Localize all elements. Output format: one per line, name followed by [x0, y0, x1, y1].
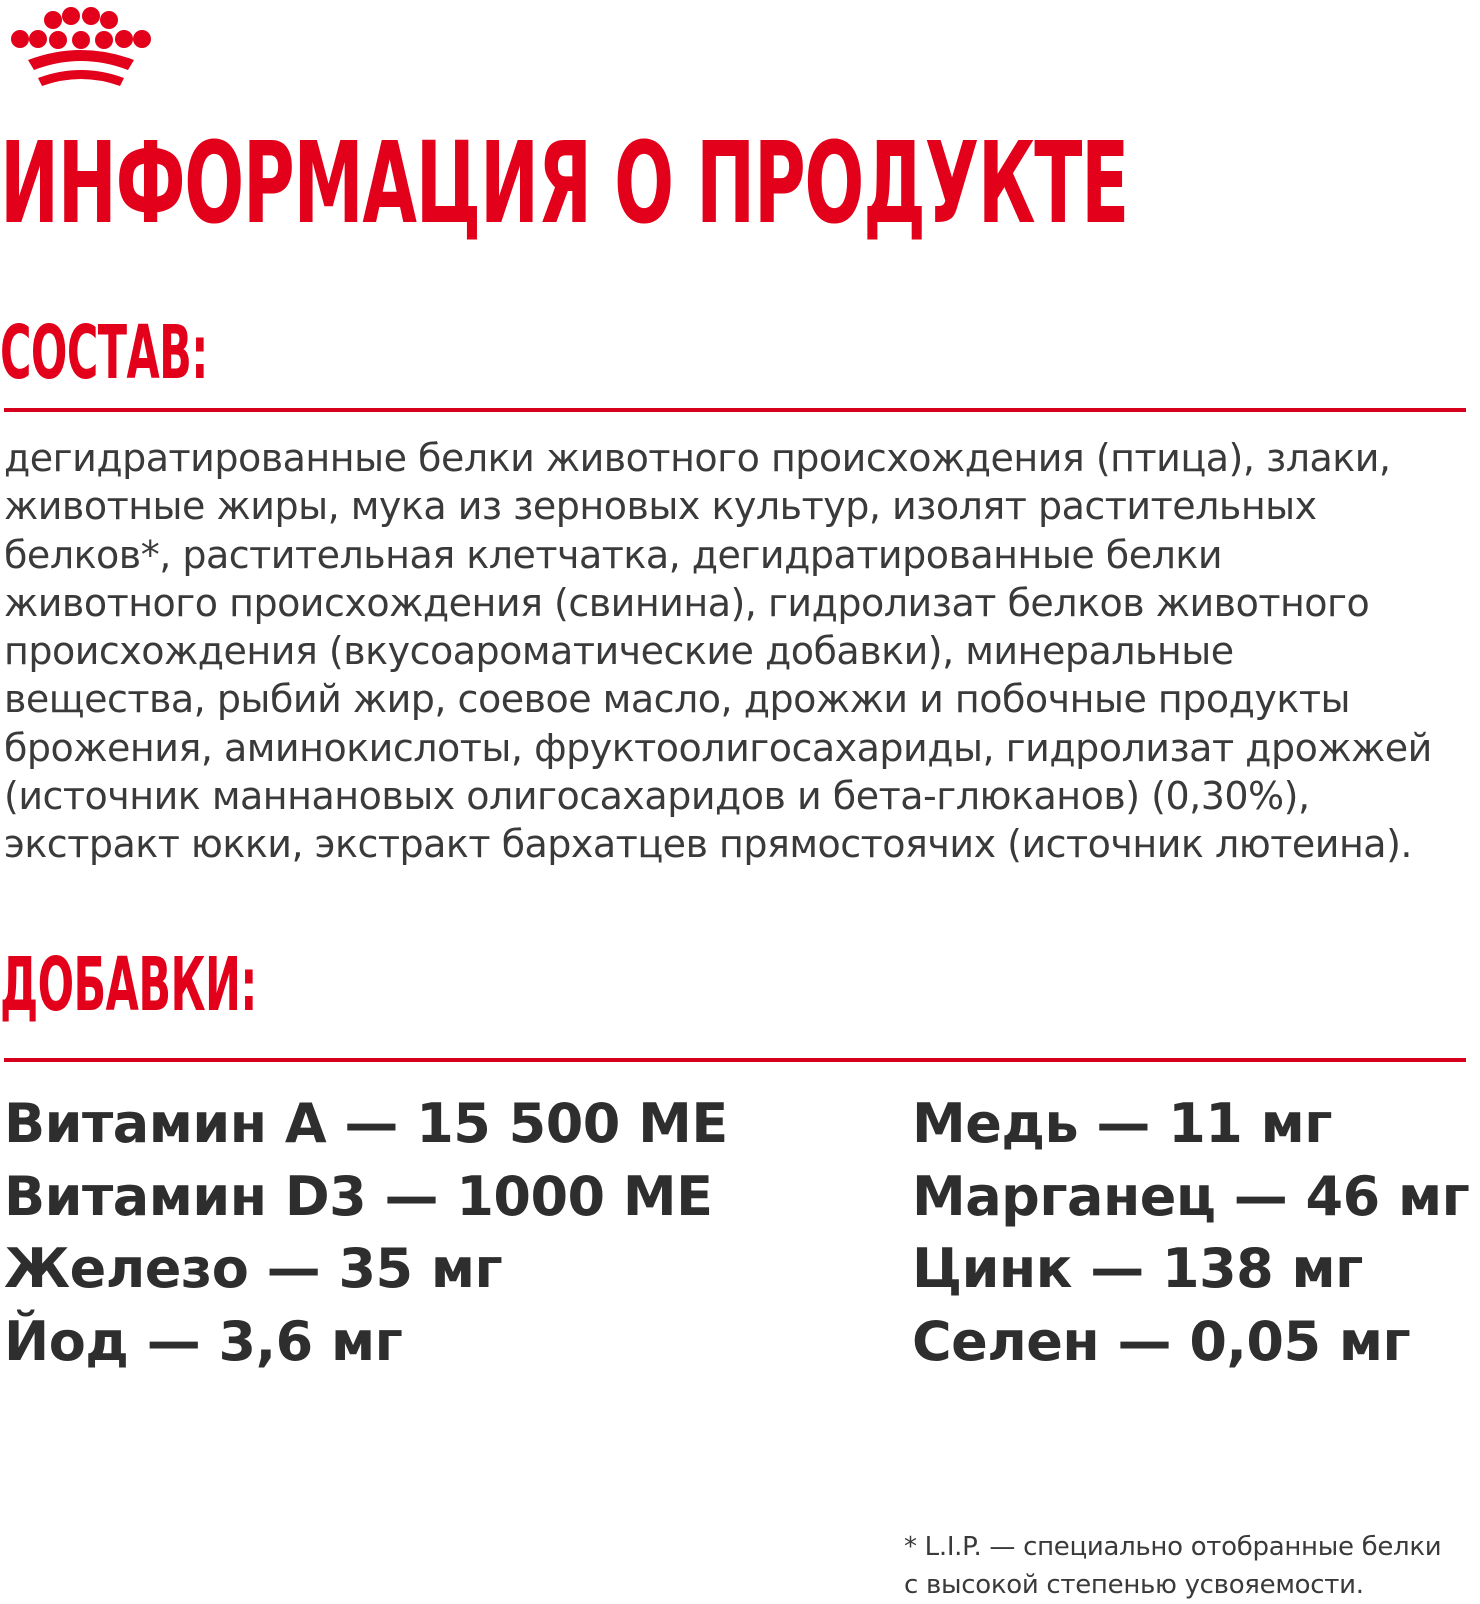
section-divider	[4, 408, 1466, 412]
composition-heading: СОСТАВ:	[0, 310, 208, 396]
additives-heading: ДОБАВКИ:	[0, 942, 257, 1028]
additive-item: Витамин А — 15 500 МЕ	[4, 1092, 728, 1155]
additive-item: Цинк — 138 мг	[912, 1237, 1363, 1300]
additives-list-right	[912, 1088, 1469, 1378]
additive-item: Витамин D3 — 1000 МЕ	[4, 1164, 713, 1228]
composition-text: дегидратированные белки животного происхождения (птица), злаки, животные жиры, мука из зерновых культур, изолят растительных белков*, растительная клетчатка, дегидратированные белки животного происхождения (свинина), гидролизат белков животного происхождения (вкусоароматические добавки), минеральные вещества, рыбий жир, соевое масло, дрожжи и побочные продукты брожения, аминокислоты, фруктоолигосахариды, гидролизат дрожжей (источник маннановых олигосахаридов и бета-глюканов) (0,30%), экстракт юкки, экстракт бархатцев прямостоячих (источник лютеина).	[4, 436, 1432, 867]
additive-item: Йод — 3,6 мг	[4, 1309, 403, 1373]
additive-item: Медь — 11 мг	[912, 1092, 1333, 1155]
additives-list-left	[4, 1088, 728, 1378]
footnote: * L.I.P. — специально отобранные белки с высокой степенью усвояемости.	[904, 1532, 1442, 1600]
royal-crown-logo-icon	[8, 6, 154, 90]
section-divider	[4, 1058, 1466, 1062]
page-title: ИНФОРМАЦИЯ О ПРОДУКТЕ	[0, 119, 1129, 249]
additive-item: Марганец — 46 мг	[912, 1164, 1470, 1228]
additive-item: Железо — 35 мг	[4, 1237, 503, 1300]
additive-item: Селен — 0,05 мг	[912, 1309, 1411, 1373]
